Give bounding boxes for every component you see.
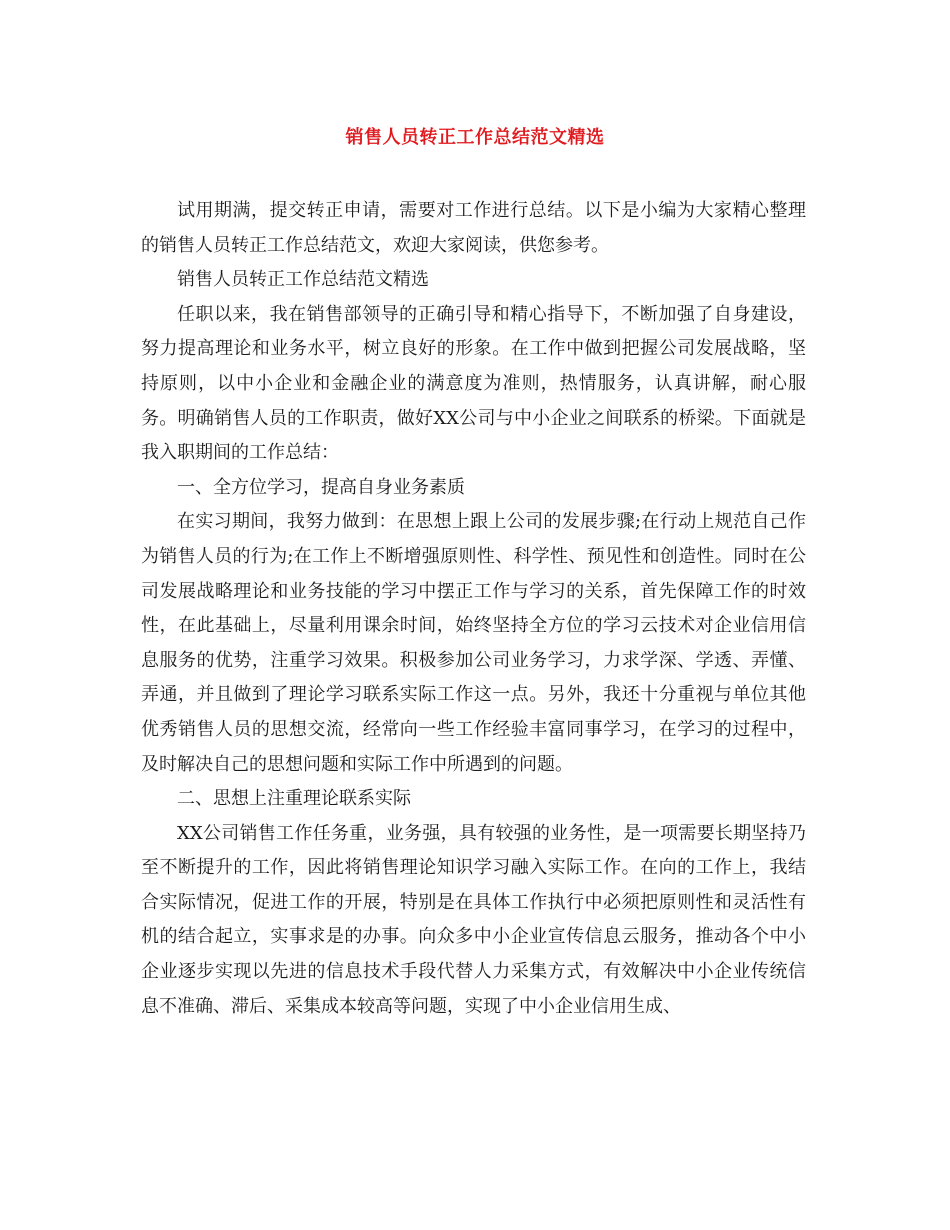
section-heading-1: 一、全方位学习，提高自身业务素质 (177, 476, 465, 498)
document-body (141, 194, 806, 1024)
subtitle-paragraph: 销售人员转正工作总结范文精选 (177, 269, 429, 291)
body-paragraph: 任职以来，我在销售部领导的正确引导和精心指导下，不断加强了自身建设，努力提高理论和业务水平，树立良好的形象。在工作中做到把握公司发展战略，坚持原则，以中小企业和金融企业的满意度为准则，热情服务，认真讲解，耐心服务。明确销售人员的工作职责，做好XX公司与中小企业之间联系的桥梁。下面就是我入职期间的工作总结： (141, 303, 806, 464)
body-paragraph: 在实习期间，我努力做到：在思想上跟上公司的发展步骤;在行动上规范自己作为销售人员的行为;在工作上不断增强原则性、科学性、预见性和创造性。同时在公司发展战略理论和业务技能的学习中摆正工作与学习的关系，首先保障工作的时效性，在此基础上，尽量利用课余时间，始终坚持全方位的学习云技术对企业信用信息服务的优势，注重学习效果。积极参加公司业务学习，力求学深、学透、弄懂、弄通，并且做到了理论学习联系实际工作这一点。另外，我还十分重视与单位其他优秀销售人员的思想交流，经常向一些工作经验丰富同事学习，在学习的过程中，及时解决自己的思想问题和实际工作中所遇到的问题。 (141, 511, 806, 775)
document-title: 销售人员转正工作总结范文精选 (345, 127, 605, 148)
intro-paragraph: 试用期满，提交转正申请，需要对工作进行总结。以下是小编为大家精心整理的销售人员转正工作总结范文，欢迎大家阅读，供您参考。 (141, 200, 806, 256)
section-heading-2: 二、思想上注重理论联系实际 (177, 788, 411, 810)
body-paragraph: XX公司销售工作任务重，业务强，具有较强的业务性，是一项需要长期坚持乃至不断提升的工作，因此将销售理论知识学习融入实际工作。在向的工作上，我结合实际情况，促进工作的开展，特别是在具体工作执行中必须把原则性和灵活性有机的结合起立，实事求是的办事。向众多中小企业宣传信息云服务，推动各个中小企业逐步实现以先进的信息技术手段代替人力采集方式，有效解决中小企业传统信息不准确、滞后、采集成本较高等问题，实现了中小企业信用生成、 (141, 822, 806, 1017)
